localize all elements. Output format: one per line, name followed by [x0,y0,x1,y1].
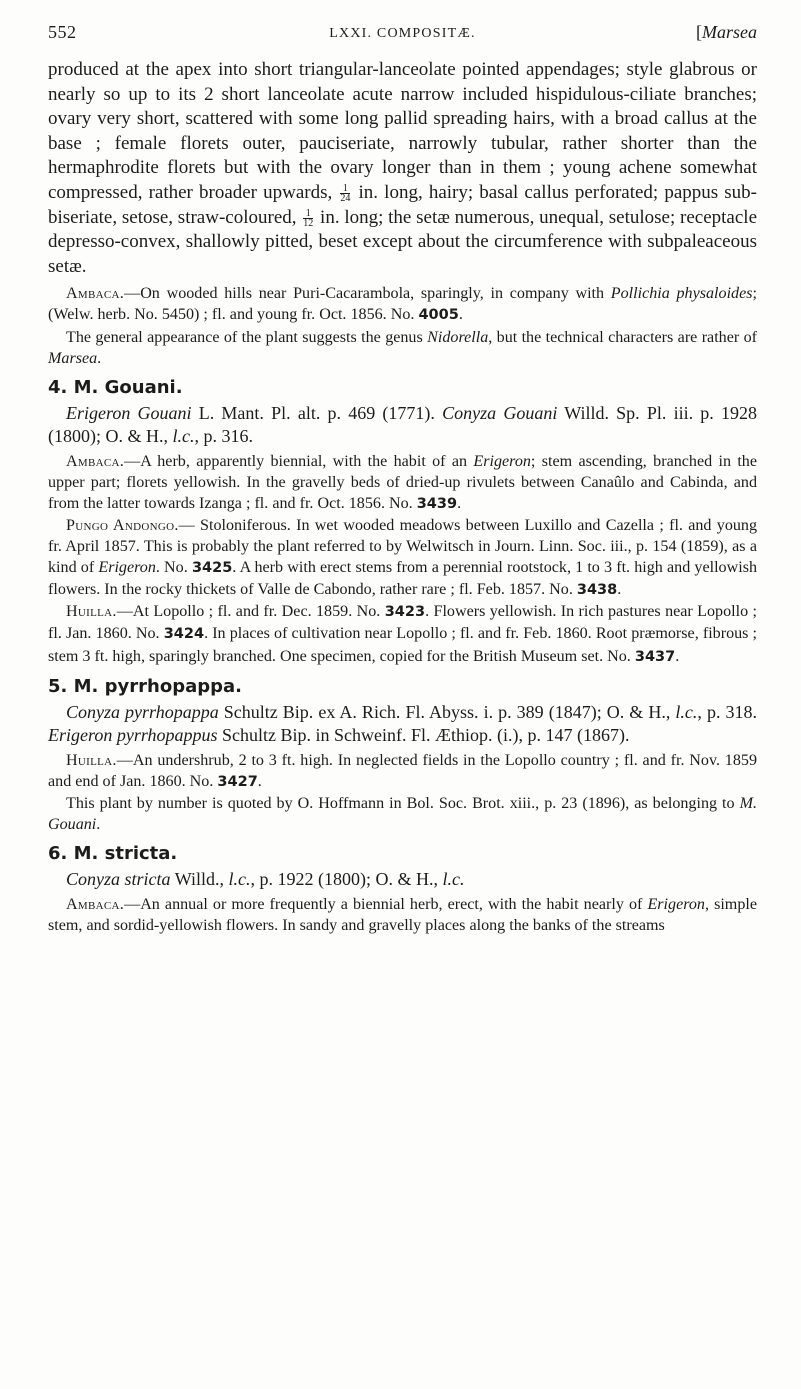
fraction-one-twelfth [303,209,313,228]
synonym-name: Conyza stricta [66,869,171,890]
running-title: LXXI. COMPOSITÆ. [329,26,476,41]
fraction-numerator: 1 [340,184,350,194]
region-name: Huilla. [66,603,117,621]
citation-text: , p. 316. [194,425,253,446]
running-genus [696,22,757,43]
synonym-name: Conyza pyrrhopappa [66,701,219,722]
synonymy-pyrrhopappa [48,701,757,747]
citation-text: , p. 318. [697,701,757,722]
citation-text: Willd., [174,869,224,890]
specimen-number: 3439 [416,495,458,512]
specimen-number: 3425 [191,560,233,577]
genus-name: Marsea [48,349,98,367]
locality-huilla-2 [48,750,757,793]
loc-cit: l.c. [172,425,195,446]
locality-ambaca-1 [48,283,757,326]
synonymy-stricta [48,868,757,891]
description-text: in. long; the setæ numerous, unequal, setulose; receptacle depresso-convex, shallowly pitted, beset except about the circumference with subpaleaceous setæ. [48,206,757,277]
genus-name: Erigeron [98,559,156,577]
fraction-numerator: 1 [303,209,313,219]
species-heading-gouani: 4. M. Gouani. [48,376,183,398]
locality-text: . Flowers yellowish. In rich pastures near Lopollo ; fl. Jan. 1860. No. [48,603,758,643]
specimen-number: 3438 [576,582,618,599]
citation-text: Schultz Bip. ex A. Rich. Fl. Abyss. i. p. 389 (1847); O. & H., [223,701,671,722]
citation-text: L. Mant. Pl. alt. p. 469 (1771). [198,402,435,423]
locality-text: —On wooded hills near Puri-Cacarambola, sparingly, in company with [124,285,605,303]
note-text: . [97,349,102,367]
citation-text: Schultz Bip. in Schweinf. Fl. Æthiop. (i.), p. 147 (1867). [222,724,630,745]
region-name: Ambaca. [66,285,125,303]
locality-huilla-1 [48,601,757,667]
locality-ambaca-3 [48,894,757,936]
locality-text: , simple stem, and sordid-yellowish flowers. In sandy and gravelly places along the banks of the streams [48,896,757,935]
locality-text: . [457,494,462,512]
synonym-name: Erigeron Gouani [66,402,192,423]
locality-text: . [257,772,262,790]
specimen-number: 4005 [418,307,459,324]
citation-text: , p. 1922 (1800); O. & H., [250,869,438,890]
locality-text: . [675,647,680,665]
genus-name: Marsea [702,22,757,42]
specimen-number: 3437 [634,648,676,665]
specimen-number: 3424 [163,626,205,643]
specimen-number: 3423 [384,604,426,621]
genus-name: Erigeron [473,452,531,470]
fraction-denominator: 12 [303,217,314,229]
genus-name: Nidorella [427,328,489,346]
region-name: Ambaca. [66,452,125,470]
locality-text: —At Lopollo ; fl. and fr. Dec. 1859. No. [116,603,381,621]
locality-text: —An undershrub, 2 to 3 ft. high. In neglected fields in the Lopollo country ; fl. and fr. Nov. 1859 and end of Jan. 1860. No. [48,751,757,790]
locality-text: ; stem ascending, branched in the upper part; florets yellowish. In the gravelly beds of dried-up rivulets between Canaûlo and Cabinda, and from the latter towards Izanga ; fl. and fr. Oct. 1856. No. [48,452,757,512]
loc-cit: l.c. [675,701,698,722]
locality-text: . [458,306,463,324]
note-text: , but the technical characters are rather of [488,328,758,346]
page-number: 552 [48,22,77,42]
genus-name: Erigeron [647,896,705,914]
description-text: produced at the apex into short triangular-lanceolate pointed appendages; style glabrous or nearly so up to its 2 short lanceolate acute narrow included hispidulous-ciliate branches; ovary very short, scattered with some long pallid spreading hairs, with a broad callus at the base ; female florets outer, pauciseriate, narrowly tubular, rather shorter than the hermaphrodite florets but with the ovary longer than in them ; young achene somewhat compressed, rather broader upwards, [48,59,757,203]
loc-cit: l.c. [442,869,465,890]
locality-pungo-andongo [48,515,757,601]
note-text: The general appearance of the plant suggests the genus [66,328,423,346]
synonym-name: Conyza Gouani [442,402,558,423]
synonym-name: Erigeron pyrrhopappus [48,724,218,745]
fraction-one-twentyfourth [340,184,350,203]
species-name: M. Gouani [48,794,757,833]
locality-text: . No. [155,559,188,577]
locality-text: —A herb, apparently biennial, with the habit of an [124,452,468,470]
locality-text: ; (Welw. herb. No. 5450) ; fl. and young fr. Oct. 1856. No. [48,285,757,324]
locality-text: . [617,581,622,599]
fraction-denominator: 24 [340,193,351,205]
species-heading-stricta: 6. M. stricta. [48,843,178,865]
note-paragraph-2 [48,793,757,835]
description-paragraph [48,58,757,279]
species-heading-pyrrhopappa: 5. M. pyrrhopappa. [48,675,242,697]
region-name: Ambaca. [66,896,125,914]
species-name: Pollichia physaloides [610,285,753,303]
locality-ambaca-2 [48,451,757,515]
note-text: . [96,815,101,833]
note-text: This plant by number is quoted by O. Hoffmann in Bol. Soc. Brot. xiii., p. 23 (1896), as belonging to [66,794,735,812]
page-header [48,0,757,58]
region-name: Huilla. [66,751,117,769]
genus-bracket: [ [696,22,702,42]
loc-cit: l.c. [228,869,251,890]
description-text: in. long, hairy; basal callus perforated; pappus sub-biseriate, setose, straw-coloured, [48,181,758,228]
locality-text: —An annual or more frequently a biennial herb, erect, with the habit nearly of [124,896,643,914]
synonymy-gouani [48,402,757,448]
specimen-number: 3427 [217,773,258,790]
locality-text: — Stoloniferous. In wet wooded meadows between Luxillo and Cazella ; fl. and young fr. April 1857. This is probably the plant referred to by Welwitsch in Journ. Linn. Soc. iii., p. 154 (1859), as a kind of [48,517,758,577]
region-name: Pungo Andongo. [66,517,179,534]
locality-text: . A herb with erect stems from a perennial rootstock, 1 to 3 ft. high and yellowish flowers. In the rocky thickets of Valle de Cabondo, rather rare ; fl. Feb. 1857. No. [48,559,757,599]
locality-text: . In places of cultivation near Lopollo ; fl. and fr. Feb. 1860. Root præmorse, fibrous ; stem 3 ft. high, sparingly branched. One specimen, copied for the British Museum set. No. [48,625,758,665]
citation-text: Willd. Sp. Pl. iii. p. 1928 (1800); O. & H., [48,402,758,446]
note-paragraph-1 [48,327,757,369]
